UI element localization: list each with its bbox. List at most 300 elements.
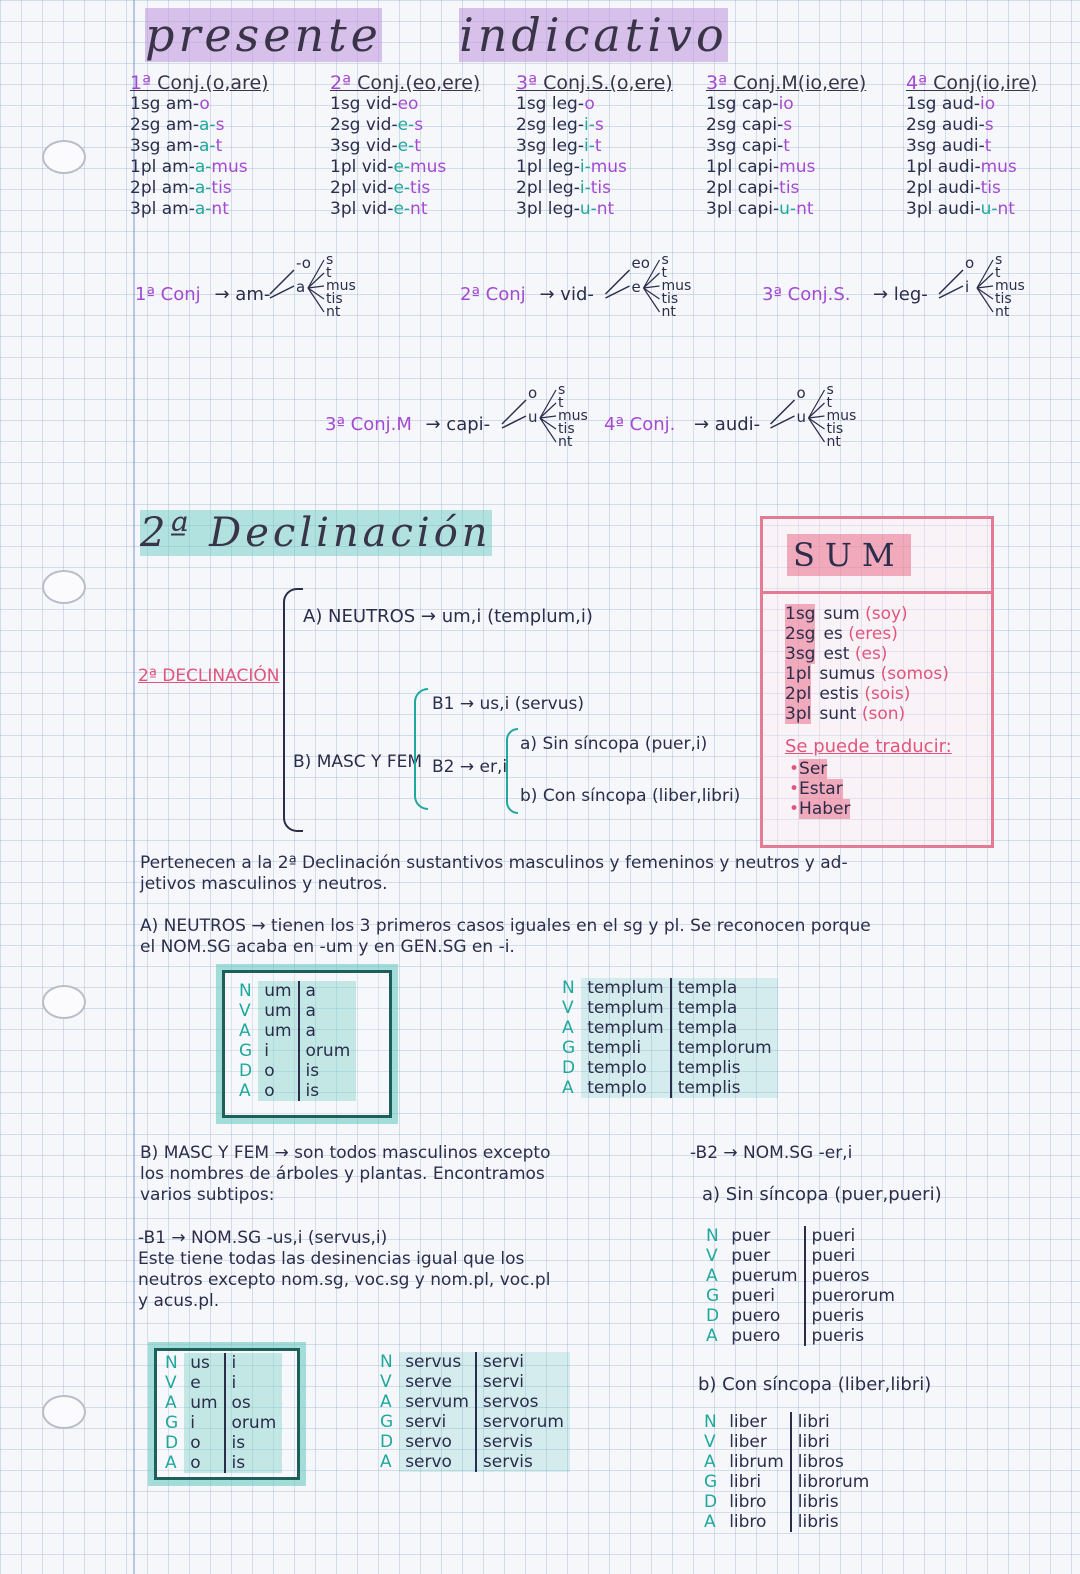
stem: leg- — [551, 115, 584, 135]
table-row — [556, 1018, 778, 1038]
diagram-label: 4ª Conj. — [604, 414, 676, 435]
table-row — [233, 1041, 356, 1061]
diagram-first-ending: o — [528, 384, 538, 402]
table-row — [556, 998, 778, 1018]
person: 2sg — [330, 115, 366, 135]
stem: cap- — [741, 94, 779, 114]
thematic-vowel: e- — [393, 178, 411, 198]
singular-form: libro — [729, 1492, 767, 1512]
case-letter: G — [706, 1286, 720, 1306]
case-letter: D — [562, 1058, 576, 1078]
diagram-branch — [270, 286, 294, 298]
conjugation-label: Conj.(o,are) — [151, 72, 269, 94]
binder-hole — [42, 570, 86, 604]
person: 1pl — [706, 157, 738, 177]
conjugation-diagrams — [0, 0, 1080, 520]
ending: nt — [997, 199, 1015, 219]
neutros-branch: A) NEUTROS → um,i (templum,i) — [303, 606, 593, 627]
diagram-branch — [771, 416, 795, 428]
ending: t — [414, 136, 421, 156]
diagram-label: 2ª Conj — [460, 284, 526, 305]
diagram-ending: tis — [661, 291, 679, 307]
case-letter: V — [706, 1246, 718, 1266]
case-letter: V — [562, 998, 574, 1018]
diagram-stem: → capi- — [425, 414, 491, 435]
case-letter: N — [704, 1412, 717, 1432]
case-letter: V — [239, 1001, 251, 1021]
stem: capi- — [737, 157, 780, 177]
singular-form: servi — [399, 1412, 476, 1432]
ending: t — [984, 136, 992, 156]
person: 2sg — [516, 115, 552, 135]
sum-paradigm — [763, 594, 991, 724]
diagram-branch — [771, 400, 795, 424]
singular-form: libro — [729, 1512, 767, 1532]
sum-meaning-text: Haber — [799, 799, 851, 819]
sum-person: 3sg — [785, 644, 816, 664]
sum-person: 1pl — [785, 664, 812, 684]
singular-form: templo — [581, 1058, 671, 1078]
table-row — [233, 1061, 356, 1081]
ending: s — [594, 115, 604, 135]
plural-form: orum — [225, 1413, 283, 1433]
person: 3pl — [706, 199, 738, 219]
stem: audi- — [937, 199, 981, 219]
singular-form: templo — [581, 1078, 671, 1098]
person: 3sg — [330, 136, 366, 156]
case-letter: A — [239, 1081, 251, 1101]
table-row — [698, 1412, 875, 1432]
sum-person: 2sg — [785, 624, 816, 644]
sub-sub-bracket — [506, 728, 518, 814]
conjugation-number: 3ª — [706, 72, 728, 94]
plural-form: libris — [791, 1492, 876, 1512]
binder-hole — [42, 985, 86, 1019]
diagram-stem: → am- — [214, 284, 271, 305]
sum-translation: (soy) — [865, 604, 908, 624]
sum-row — [785, 684, 991, 704]
case-letter: V — [380, 1372, 392, 1392]
thematic-vowel: u- — [779, 199, 797, 219]
ending: s — [414, 115, 424, 135]
case-letter: D — [165, 1433, 179, 1453]
diagram-ending: mus — [326, 278, 356, 294]
side-label: 2ª DECLINACIÓN — [138, 666, 280, 686]
plural-form: templis — [671, 1078, 778, 1098]
diagram-first-ending: -o — [296, 254, 311, 272]
person: 2pl — [516, 178, 548, 198]
ending: tis — [211, 178, 232, 198]
singular-form: puer — [731, 1226, 771, 1246]
sum-box — [760, 516, 994, 848]
diagram-branch — [502, 400, 526, 424]
thematic-vowel: i- — [583, 136, 595, 156]
person: 3sg — [906, 136, 942, 156]
diagram-ending: t — [826, 395, 832, 411]
table-row — [374, 1452, 570, 1472]
ending: t — [783, 136, 790, 156]
table-row — [374, 1412, 570, 1432]
conjugation-number: 1ª — [130, 72, 152, 94]
b2a-branch: a) Sin síncopa (puer,i) — [520, 734, 708, 754]
table-row — [698, 1452, 875, 1472]
person: 1sg — [906, 94, 942, 114]
plural-form: puerorum — [805, 1286, 901, 1306]
plural-form: a — [299, 1021, 357, 1041]
person: 1pl — [330, 157, 362, 177]
stem: vid- — [361, 178, 394, 198]
case-letter: N — [562, 978, 575, 998]
singular-form: servo — [399, 1432, 476, 1452]
bullet: • — [789, 759, 800, 779]
plural-form: i — [225, 1373, 283, 1393]
table-row — [374, 1432, 570, 1452]
table-row — [556, 978, 778, 998]
diagram-branch — [939, 270, 963, 294]
case-letter: A — [706, 1326, 718, 1346]
case-letter: N — [706, 1226, 719, 1246]
person: 2sg — [706, 115, 742, 135]
singular-form: us — [184, 1353, 224, 1373]
thematic-vowel: a- — [199, 115, 216, 135]
person: 1pl — [516, 157, 548, 177]
stem: capi- — [741, 115, 784, 135]
singular-form: puerum — [731, 1266, 798, 1286]
table-row — [374, 1372, 570, 1392]
sum-form: est — [823, 644, 855, 664]
ending: t — [594, 136, 602, 156]
ending: s — [215, 115, 225, 135]
stem: capi- — [737, 199, 780, 219]
title-word-indicativo: indicativo — [459, 8, 728, 62]
stem: leg- — [547, 178, 580, 198]
table-row — [159, 1373, 282, 1393]
servus-paradigm — [374, 1352, 570, 1472]
person: 1sg — [706, 94, 742, 114]
table-row — [374, 1352, 570, 1372]
diagram-ending: nt — [826, 434, 841, 450]
person: 1pl — [906, 157, 938, 177]
case-letter: G — [380, 1412, 394, 1432]
stem: vid- — [365, 94, 398, 114]
sum-meaning-text: Estar — [799, 779, 843, 799]
sum-row — [785, 624, 991, 644]
masc-fem-paragraph: B) MASC Y FEM → son todos masculinos excepto los nombres de árboles y plantas. Encontramos varios subtipos: — [140, 1143, 551, 1205]
diagram-branch — [606, 286, 630, 298]
plural-form: templorum — [671, 1038, 778, 1058]
sum-row — [785, 644, 991, 664]
singular-form: o — [258, 1081, 298, 1101]
singular-form: puer — [731, 1246, 771, 1266]
thematic-vowel: a- — [194, 199, 212, 219]
stem: vid- — [361, 199, 394, 219]
table-row — [556, 1058, 778, 1078]
plural-form: is — [225, 1453, 283, 1473]
main-bracket — [283, 588, 303, 832]
singular-form: libri — [729, 1472, 762, 1492]
diagram-stem: → audi- — [694, 414, 761, 435]
case-letter: N — [239, 981, 252, 1001]
plural-form: a — [299, 981, 357, 1001]
case-letter: N — [165, 1353, 178, 1373]
person: 3sg — [516, 136, 552, 156]
plural-form: libri — [791, 1412, 876, 1432]
ending: nt — [596, 199, 615, 219]
thematic-vowel: u- — [579, 199, 597, 219]
conjugation-label: Conj.(eo,ere) — [351, 72, 481, 94]
sum-person: 1sg — [785, 604, 816, 624]
stem: audi- — [941, 115, 985, 135]
sum-form: es — [823, 624, 849, 644]
plural-form: servos — [476, 1392, 570, 1412]
ending: io — [778, 94, 794, 114]
person: 1sg — [516, 94, 552, 114]
case-letter: A — [704, 1452, 716, 1472]
diagram-ending: nt — [661, 304, 676, 320]
diagram-ending: s — [558, 382, 566, 398]
diagram-first-ending: o — [796, 384, 806, 402]
case-letter: D — [380, 1432, 394, 1452]
sum-meanings — [763, 757, 991, 819]
table-row — [374, 1392, 570, 1412]
plural-form: librorum — [791, 1472, 876, 1492]
case-letter: A — [706, 1266, 718, 1286]
stem: am- — [165, 136, 199, 156]
stem: aud- — [941, 94, 980, 114]
thematic-vowel: i- — [579, 178, 591, 198]
plural-form: libris — [791, 1512, 876, 1532]
diagram-branch — [939, 286, 963, 298]
title-word-presente: presente — [145, 8, 382, 62]
case-letter: V — [165, 1373, 177, 1393]
diagram-vowel: u — [796, 408, 807, 426]
plural-form: pueros — [805, 1266, 901, 1286]
case-letter: V — [704, 1432, 716, 1452]
table-row — [698, 1492, 875, 1512]
diagram-ending: mus — [558, 408, 588, 424]
ending: nt — [410, 199, 428, 219]
b2a-heading: a) Sin síncopa (puer,pueri) — [702, 1184, 942, 1205]
diagram-ending: tis — [558, 421, 575, 437]
sum-meaning-text: Ser — [799, 759, 828, 779]
singular-form: templum — [581, 978, 671, 998]
diagram-ending-branch — [540, 418, 556, 442]
sum-translation: (sois) — [864, 684, 911, 704]
case-letter: A — [562, 1018, 574, 1038]
diagram-ending: s — [826, 382, 834, 398]
person: 3pl — [330, 199, 362, 219]
person: 3pl — [516, 199, 548, 219]
thematic-vowel: a- — [194, 157, 212, 177]
plural-form: servis — [476, 1452, 570, 1472]
ending: mus — [590, 157, 627, 177]
bullet: • — [789, 799, 800, 819]
plural-form: i — [225, 1353, 283, 1373]
diagram-ending: t — [326, 265, 332, 281]
intro-paragraph: Pertenecen a la 2ª Declinación sustantivos masculinos y femeninos y neutros y ad- jetivos masculinos y neutros. — [140, 853, 848, 894]
ending: eo — [397, 94, 419, 114]
singular-form: um — [258, 1021, 298, 1041]
table-row — [700, 1266, 901, 1286]
table-row — [159, 1433, 282, 1453]
singular-form: um — [258, 981, 298, 1001]
thematic-vowel: i- — [579, 157, 591, 177]
ending: mus — [779, 157, 816, 177]
plural-form: is — [225, 1433, 283, 1453]
diagram-branch — [606, 270, 630, 294]
sum-translation: (es) — [854, 644, 888, 664]
ending: t — [215, 136, 223, 156]
diagram-ending: tis — [995, 291, 1012, 307]
table-row — [700, 1226, 901, 1246]
person: 1sg — [330, 94, 366, 114]
diagram-ending-branch — [809, 418, 825, 429]
singular-form: um — [184, 1393, 224, 1413]
sum-translation: (son) — [861, 704, 906, 724]
sum-form: sum — [823, 604, 866, 624]
ending: mus — [410, 157, 447, 177]
diagram-ending-branch — [977, 260, 993, 288]
diagram-ending: mus — [826, 408, 857, 424]
diagram-label: 1ª Conj — [135, 284, 201, 305]
thematic-vowel: a- — [194, 178, 212, 198]
diagram-ending: s — [326, 252, 334, 268]
table-row — [698, 1432, 875, 1452]
diagram-ending-branch — [308, 288, 324, 312]
diagram-ending: s — [995, 252, 1003, 268]
plural-form: servorum — [476, 1412, 570, 1432]
b2b-branch: b) Con síncopa (liber,libri) — [520, 786, 741, 806]
sum-form: sumus — [819, 664, 881, 684]
sum-title: SUM — [787, 534, 911, 576]
sum-form: sunt — [819, 704, 862, 724]
binder-hole — [42, 1395, 86, 1429]
diagram-first-ending: eo — [631, 254, 650, 272]
stem: vid- — [365, 115, 398, 135]
singular-form: templum — [581, 1018, 671, 1038]
diagram-ending: tis — [826, 421, 844, 437]
case-letter: D — [706, 1306, 720, 1326]
conjugation-number: 2ª — [330, 72, 352, 94]
ending: tis — [980, 178, 1001, 198]
sum-person: 3pl — [785, 704, 812, 724]
ending: mus — [211, 157, 248, 177]
stem: vid- — [365, 136, 398, 156]
diagram-label: 3ª Conj.M — [325, 414, 412, 435]
table-row — [700, 1286, 901, 1306]
diagram-label: 3ª Conj.S. — [762, 284, 851, 305]
person: 2pl — [906, 178, 938, 198]
ending: o — [199, 94, 210, 114]
sum-header — [763, 519, 991, 594]
table-row — [233, 1081, 356, 1101]
thematic-vowel: e- — [393, 199, 411, 219]
diagram-ending-branch — [644, 288, 660, 299]
diagram-ending: nt — [995, 304, 1010, 320]
singular-form: pueri — [731, 1286, 775, 1306]
diagram-stem: → vid- — [539, 284, 594, 305]
templum-paradigm — [556, 978, 778, 1098]
diagram-branch — [502, 416, 526, 428]
conjugation-number: 4ª — [906, 72, 928, 94]
section-declinacion-title: 2ª Declinación — [140, 510, 492, 556]
diagram-ending-branch — [540, 390, 556, 418]
diagram-ending-branch — [809, 418, 825, 442]
diagram-vowel: a — [296, 278, 306, 296]
case-letter: A — [562, 1078, 574, 1098]
thematic-vowel: a- — [199, 136, 216, 156]
diagram-first-ending: o — [965, 254, 975, 272]
diagram-ending-branch — [977, 288, 993, 299]
singular-form: librum — [729, 1452, 784, 1472]
diagram-stem: → leg- — [873, 284, 928, 305]
ending: s — [783, 115, 793, 135]
singular-form: puero — [731, 1306, 781, 1326]
table-row — [233, 981, 356, 1001]
person: 1pl — [130, 157, 162, 177]
table-row — [159, 1413, 282, 1433]
singular-form: e — [184, 1373, 224, 1393]
sum-translation: (eres) — [848, 624, 898, 644]
stem: am- — [165, 94, 200, 114]
diagram-ending: t — [995, 265, 1001, 281]
table-row — [700, 1326, 901, 1346]
singular-form: liber — [729, 1432, 767, 1452]
stem: leg- — [547, 199, 580, 219]
sum-row — [785, 664, 991, 684]
case-letter: G — [562, 1038, 576, 1058]
puer-paradigm — [700, 1226, 901, 1346]
case-letter: N — [380, 1352, 393, 1372]
person: 3pl — [906, 199, 938, 219]
thematic-vowel: e- — [393, 157, 411, 177]
case-letter: A — [165, 1393, 177, 1413]
stem: am- — [161, 199, 195, 219]
b1-paragraph: -B1 → NOM.SG -us,i (servus,i) Este tiene todas las desinencias igual que los neutros excepto nom.sg, voc.sg y nom.pl, voc.pl y acus.pl. — [138, 1228, 551, 1311]
liber-paradigm — [698, 1412, 875, 1532]
person: 2pl — [130, 178, 162, 198]
diagram-ending: t — [661, 265, 667, 281]
conjugation-number: 3ª — [516, 72, 538, 94]
person: 2pl — [706, 178, 738, 198]
sum-meaning — [789, 799, 991, 819]
plural-form: a — [299, 1001, 357, 1021]
ending: s — [984, 115, 994, 135]
person: 2pl — [330, 178, 362, 198]
table-row — [159, 1393, 282, 1413]
diagram-ending: tis — [326, 291, 343, 307]
plural-form: is — [299, 1061, 357, 1081]
plural-form: templa — [671, 978, 778, 998]
diagram-ending: nt — [326, 304, 341, 320]
stem: capi- — [737, 178, 780, 198]
plural-form: os — [225, 1393, 283, 1413]
diagram-ending: mus — [661, 278, 692, 294]
b2-heading: -B2 → NOM.SG -er,i — [690, 1143, 853, 1163]
stem: leg- — [551, 136, 584, 156]
diagram-ending-branch — [308, 288, 324, 299]
table-row — [700, 1246, 901, 1266]
stem: audi- — [937, 157, 981, 177]
masc-fem-branch: B) MASC Y FEM — [293, 752, 423, 772]
sum-person: 2pl — [785, 684, 812, 704]
plural-form: is — [299, 1081, 357, 1101]
singular-form: templi — [581, 1038, 671, 1058]
stem: leg- — [551, 94, 585, 114]
singular-form: servum — [399, 1392, 476, 1412]
sub-bracket — [414, 688, 428, 810]
table-row — [698, 1472, 875, 1492]
